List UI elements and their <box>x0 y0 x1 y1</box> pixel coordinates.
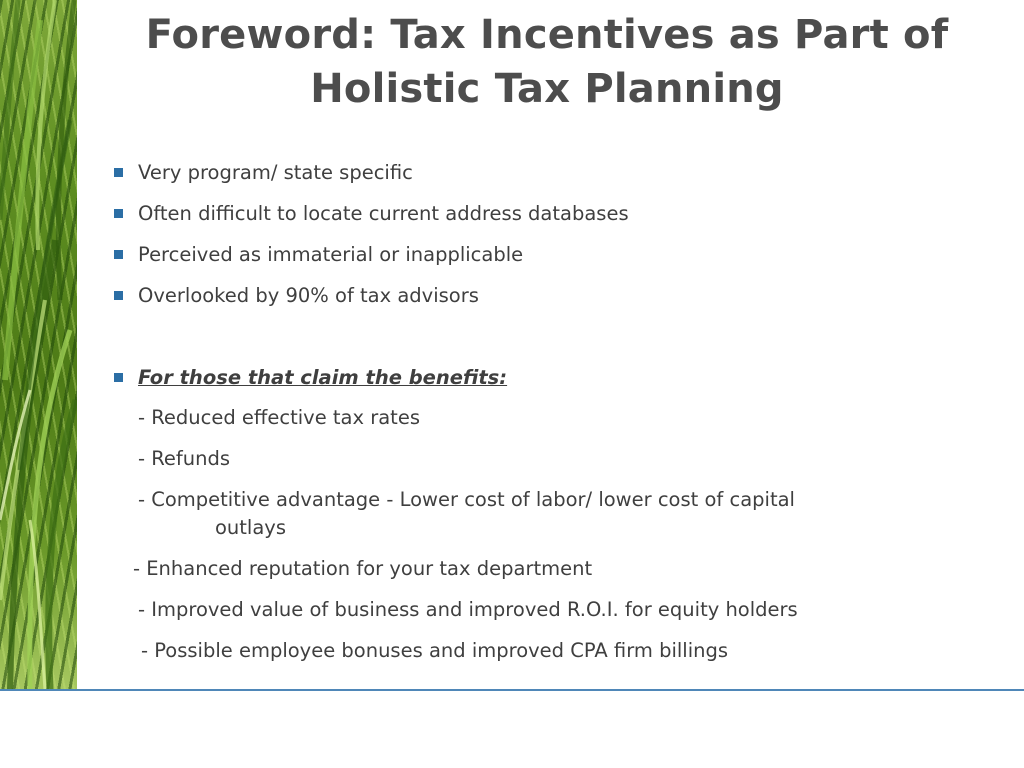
bullet-text: Perceived as immaterial or inapplicable <box>138 243 524 266</box>
square-bullet-icon <box>114 250 123 259</box>
benefit-item: - Refunds <box>138 447 231 470</box>
title-line-2: Holistic Tax Planning <box>310 66 784 112</box>
slide-title <box>100 8 994 116</box>
grass-image <box>0 0 77 690</box>
square-bullet-icon <box>114 291 123 300</box>
title-line-1: Foreword: Tax Incentives as Part of <box>145 12 949 58</box>
square-bullet-icon <box>114 168 123 177</box>
square-bullet-icon <box>114 373 123 382</box>
benefit-item: - Improved value of business and improved R.O.I. for equity holders <box>138 598 798 621</box>
benefits-heading: For those that claim the benefits: <box>138 366 508 389</box>
bullet-text: Often difficult to locate current address databases <box>138 202 629 225</box>
grass-blades-illustration <box>0 0 77 690</box>
bottom-rule <box>0 689 1024 691</box>
benefit-item-continuation: outlays <box>215 516 287 539</box>
benefit-item: - Reduced effective tax rates <box>138 406 420 429</box>
square-bullet-icon <box>114 209 123 218</box>
bullet-text: Very program/ state specific <box>138 161 413 184</box>
benefit-item: - Possible employee bonuses and improved CPA firm billings <box>141 639 729 662</box>
benefit-item: - Competitive advantage - Lower cost of labor/ lower cost of capital <box>138 488 795 511</box>
benefit-item: - Enhanced reputation for your tax department <box>133 557 593 580</box>
bullet-text: Overlooked by 90% of tax advisors <box>138 284 479 307</box>
